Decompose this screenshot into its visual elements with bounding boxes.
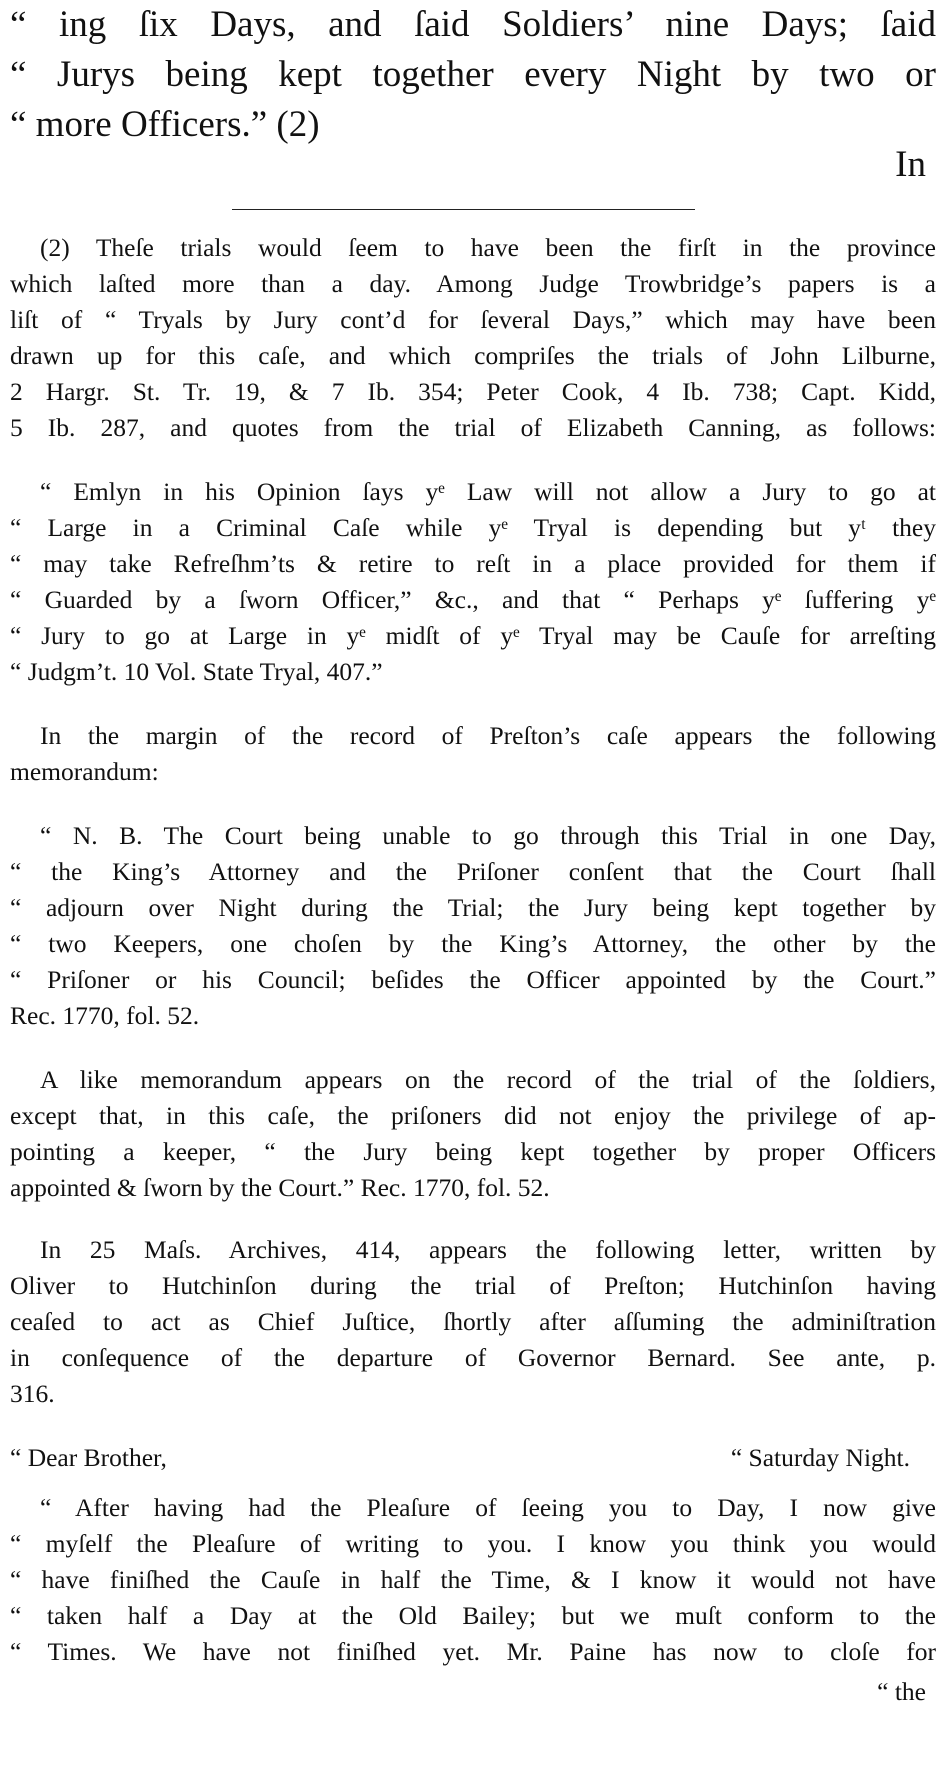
footnote-line: which laſted more than a day. Among Judge Trowbridge’s papers is a [10, 269, 936, 298]
footnote-line: “ N. B. The Court being unable to go through this Trial in one Day, [40, 821, 936, 850]
footnote-line: “ two Keepers, one choſen by the King’s Attorney, the other by the [10, 929, 936, 958]
footnote-line: “ myſelf the Pleaſure of writing to you. I know you think you would [10, 1529, 936, 1558]
footnote-line: In the margin of the record of Preſton’s caſe appears the following [40, 721, 936, 750]
footnote-line: pointing a keeper, “ the Jury being kept together by proper Officers [10, 1137, 936, 1166]
main-text-catchword: In [895, 144, 926, 185]
footnote-line: “ Guarded by a ſworn Officer,” &c., and that “ Perhaps yᵉ ſuffering yᵉ [10, 585, 936, 614]
footnote-line: “ Times. We have not finiſhed yet. Mr. Paine has now to cloſe for [10, 1637, 936, 1666]
footnote-line: in conſequence of the departure of Governor Bernard. See ante, p. [10, 1343, 936, 1372]
footnote-line: 316. [10, 1379, 55, 1408]
main-text-line: “ ing ſix Days, and ſaid Soldiers’ nine Days; ſaid [10, 4, 936, 45]
footnote-line: ceaſed to act as Chief Juſtice, ſhortly after aſſuming the adminiſtration [10, 1307, 936, 1336]
letter-heading [10, 1440, 936, 1476]
footnote-line: except that, in this caſe, the priſoners did not enjoy the privilege of ap- [10, 1101, 936, 1130]
footnote-catchword: “ the [877, 1677, 926, 1706]
footnote-line: memorandum: [10, 757, 159, 786]
footnote-line: 2 Hargr. St. Tr. 19, & 7 Ib. 354; Peter Cook, 4 Ib. 738; Capt. Kidd, [10, 377, 936, 406]
footnote-line: liſt of “ Tryals by Jury cont’d for ſeveral Days,” which may have been [10, 305, 936, 334]
footnote-line: drawn up for this caſe, and which compriſes the trials of John Lilburne, [10, 341, 936, 370]
footnote-line: (2) Theſe trials would ſeem to have been the firſt in the province [40, 233, 936, 262]
main-text-line: “ Jurys being kept together every Night by two or [10, 54, 936, 95]
footnote-line: “ adjourn over Night during the Trial; the Jury being kept together by [10, 893, 936, 922]
footnote-line: A like memorandum appears on the record of the trial of the ſoldiers, [40, 1065, 936, 1094]
footnote-line: “ Priſoner or his Council; beſides the Officer appointed by the Court.” [10, 965, 936, 994]
footnote-line: “ taken half a Day at the Old Bailey; but we muſt conform to the [10, 1601, 936, 1630]
footnote-line: Oliver to Hutchinſon during the trial of Preſton; Hutchinſon having [10, 1271, 936, 1300]
footnote-line: “ Large in a Criminal Caſe while yᵉ Tryal is depending but yᵗ they [10, 513, 936, 542]
footnote-line: “ After having had the Pleaſure of ſeeing you to Day, I now give [40, 1493, 936, 1522]
footnote-line: Rec. 1770, fol. 52. [10, 1001, 200, 1030]
footnote-line: “ Judgm’t. 10 Vol. State Tryal, 407.” [10, 657, 383, 686]
main-text-line: “ more Officers.” (2) [10, 104, 320, 145]
footnote-separator-rule [232, 209, 695, 210]
footnote-line: appointed & ſworn by the Court.” Rec. 1770, fol. 52. [10, 1173, 550, 1202]
footnote-line: “ have finiſhed the Cauſe in half the Time, & I know it would not have [10, 1565, 936, 1594]
footnote-line: “ the King’s Attorney and the Priſoner conſent that the Court ſhall [10, 857, 936, 886]
footnote-line: “ may take Refreſhm’ts & retire to reſt in a place provided for them if [10, 549, 936, 578]
footnote-line: “ Jury to go at Large in yᵉ midſt of yᵉ Tryal may be Cauſe for arreſting [10, 621, 936, 650]
letter-salutation: “ Dear Brother, [10, 1443, 167, 1472]
footnote-line: 5 Ib. 287, and quotes from the trial of Elizabeth Canning, as follows: [10, 413, 936, 442]
footnote-line: “ Emlyn in his Opinion ſays yᵉ Law will not allow a Jury to go at [40, 477, 936, 506]
footnote-line: In 25 Maſs. Archives, 414, appears the following letter, written by [40, 1235, 936, 1264]
letter-dateline: “ Saturday Night. [730, 1443, 910, 1472]
